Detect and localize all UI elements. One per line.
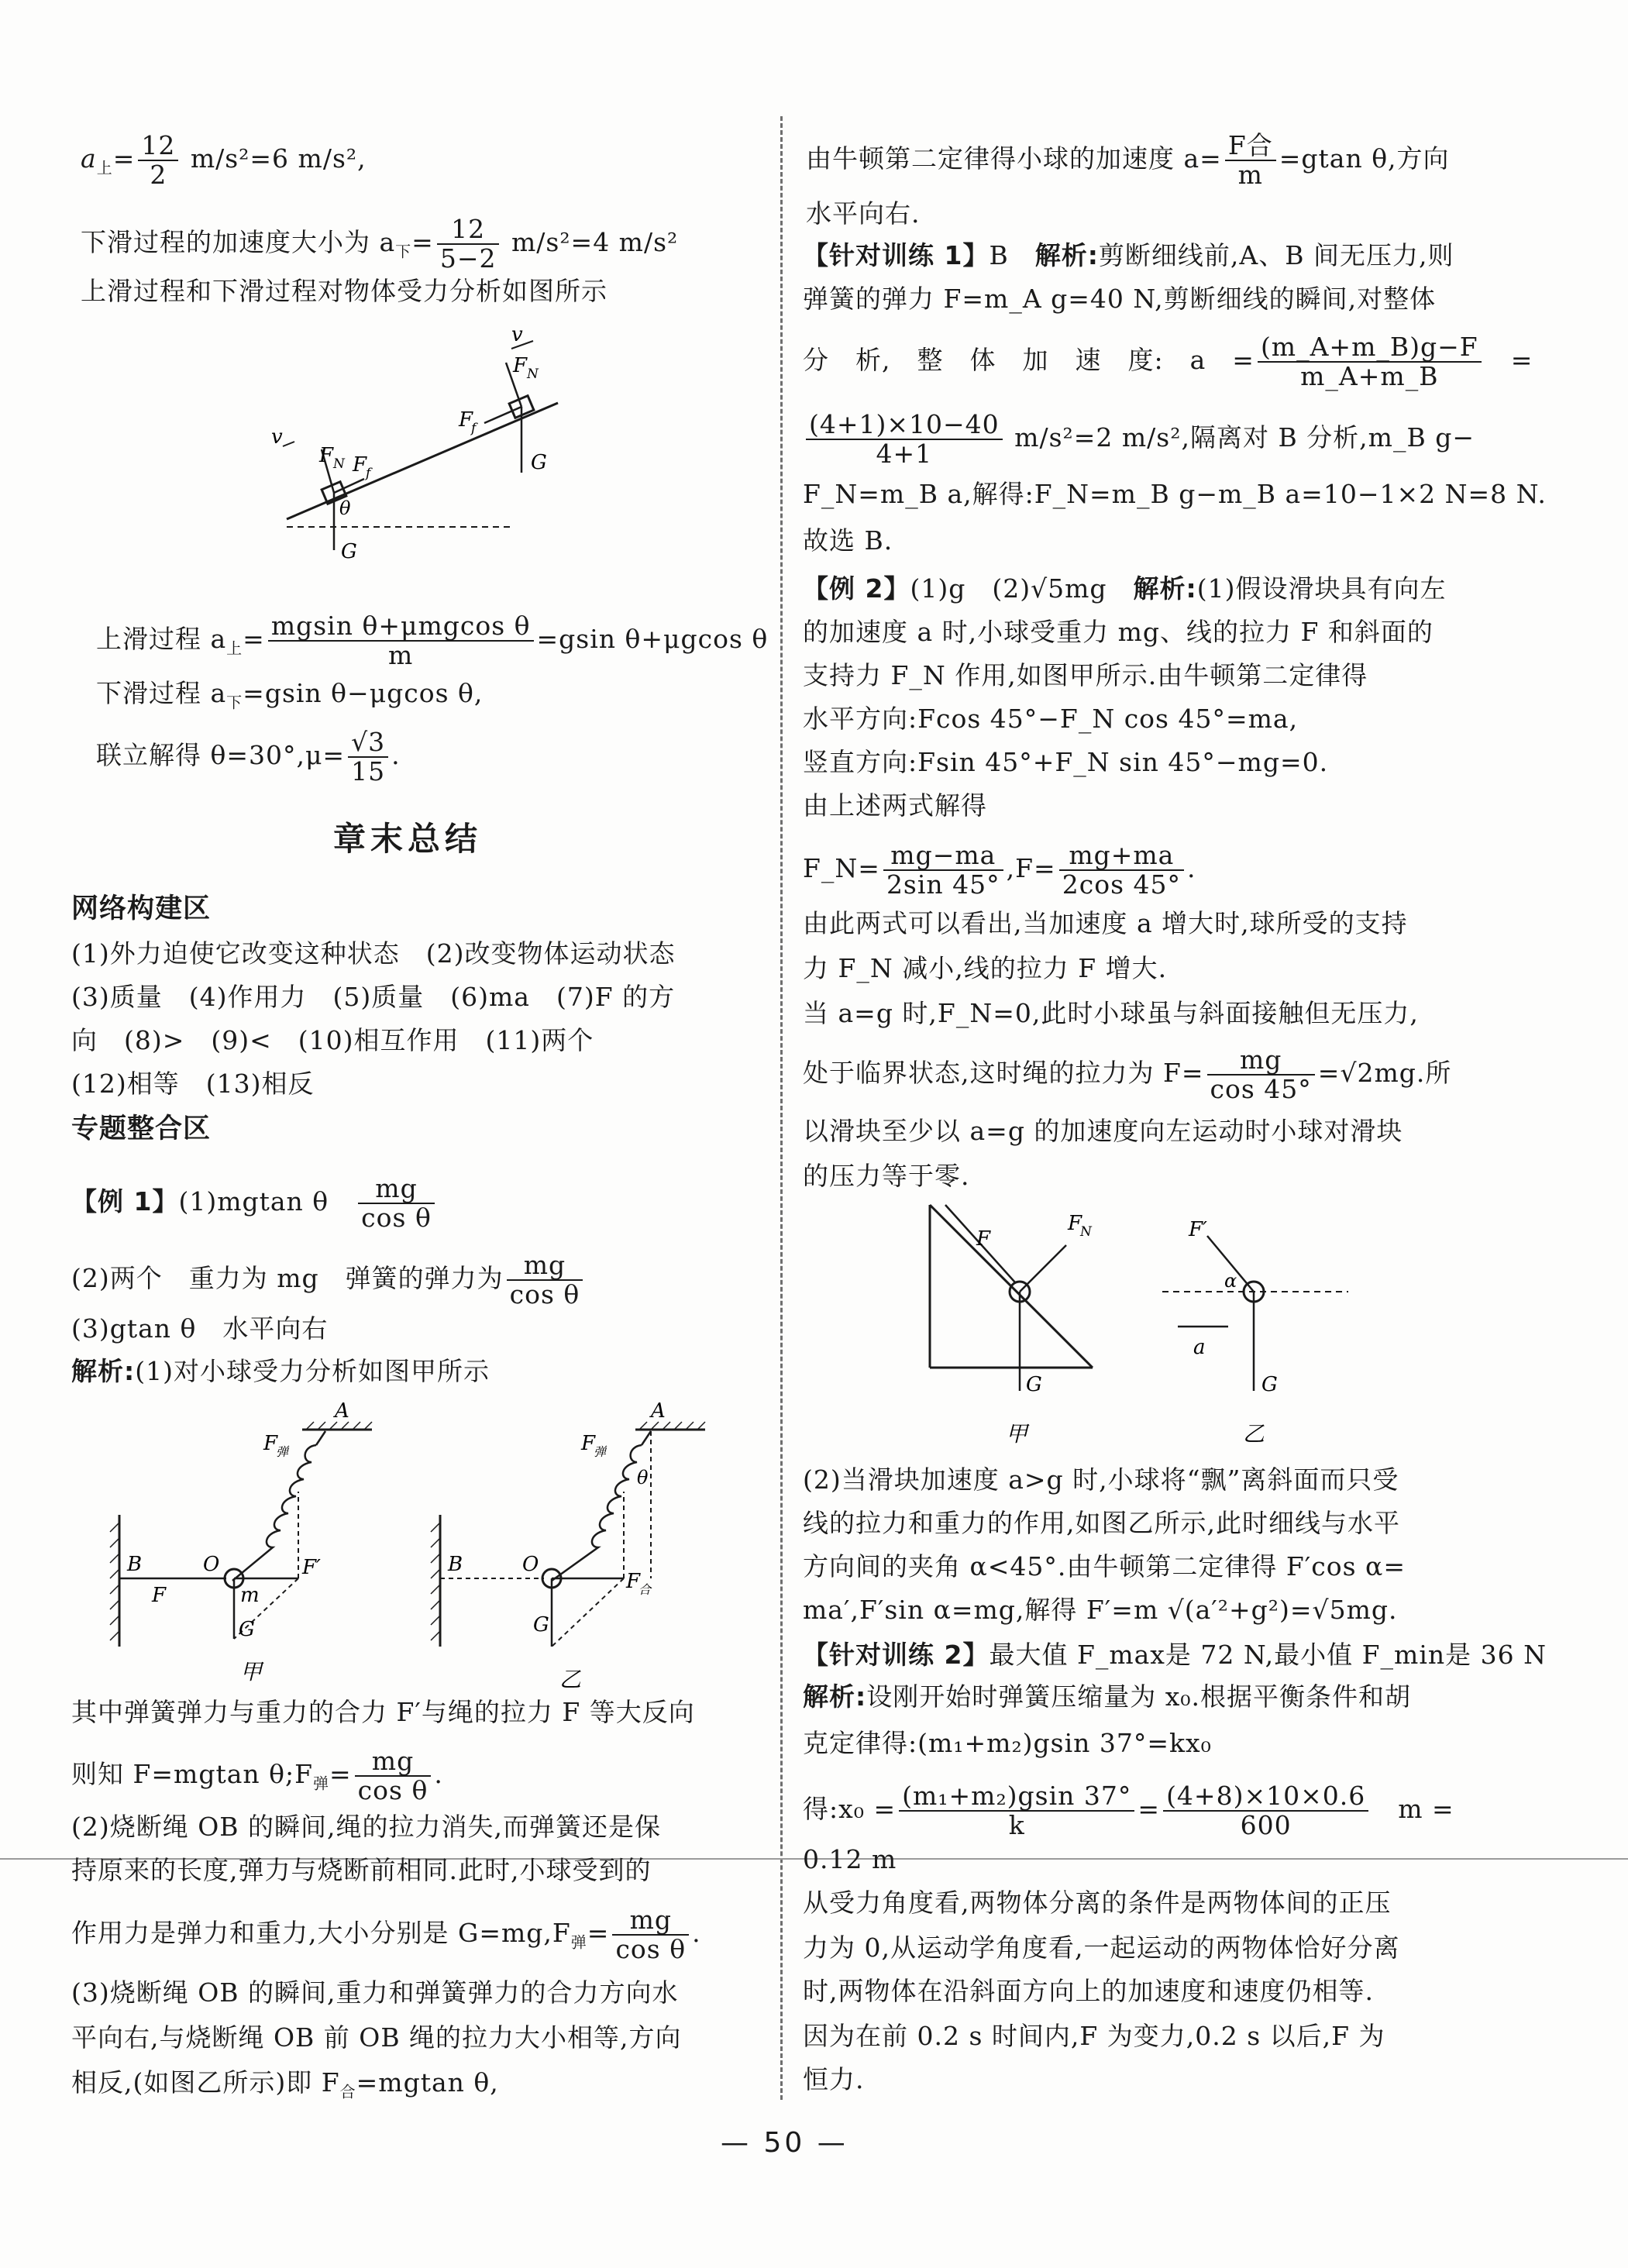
eq-solution: 联立解得 θ=30°,μ= $\frac{√3}{15}$ .: [96, 727, 401, 786]
column-divider: [780, 116, 783, 2100]
top-ff-label: F: [459, 408, 473, 432]
bottom-friction-arrow: [334, 479, 364, 493]
label-A-2: A: [651, 1399, 666, 1423]
example-1-answer-3: (3)gtan θ 水平向右: [71, 1313, 329, 1344]
top-v-label: v: [511, 323, 523, 346]
label-F-jia: F: [976, 1227, 991, 1251]
network-line-4: (12)相等 (13)相反: [71, 1069, 315, 1099]
label-G-2: G: [533, 1613, 549, 1636]
example-1-answer-2: (2)两个 重力为 mg 弹簧的弹力为 $\frac{mg}{\text{cos θ}}$: [71, 1251, 586, 1309]
incline-force-diagram: [271, 323, 589, 566]
right-line-1: 由牛顿第二定律得小球的加速度 a= $\frac{\text{F合}}{m}$ =gtan θ,方向: [806, 130, 1450, 190]
network-line-3: 向 (8)> (9)< (10)相互作用 (11)两个: [71, 1025, 594, 1055]
right-line-7: F_N=m_B a,解得:F_N=m_B g−m_B a=10−1×2 N=8 N.: [803, 479, 1547, 509]
label-Fspring-1-sub: 弹: [276, 1444, 289, 1459]
label-Fprime-yi: F′: [1189, 1218, 1207, 1241]
caption-yi: 乙: [559, 1667, 582, 1692]
eq-a-down-value: 下滑过程的加速度大小为 $a_下=$ $\frac{12}{5-2}$ m/s²=4 m/s²: [81, 214, 679, 274]
right-line-11: 支持力 F_N 作用,如图甲所示.由牛顿第二定律得: [803, 660, 1368, 690]
text-force-analysis: 上滑过程和下滑过程对物体受力分析如图所示: [81, 276, 607, 306]
paragraph-line-5: 作用力是弹力和重力,大小分别是 $G=mg,F_弹=$ $\frac{mg}{\text{cos θ}}$ .: [71, 1905, 701, 1964]
paragraph-line-3: (2)烧断绳 OB 的瞬间,绳的拉力消失,而弹簧还是保: [71, 1812, 662, 1842]
right-line-21: 的压力等于零.: [803, 1161, 970, 1191]
label-O-2: O: [522, 1553, 539, 1576]
right-line-23: 线的拉力和重力的作用,如图乙所示,此时细线与水平: [803, 1508, 1400, 1538]
right-line-31: 从受力角度看,两物体分离的条件是两物体间的正压: [803, 1888, 1392, 1918]
right-line-24: 方向间的夹角 α<45°.由牛顿第二定律得 F′cos α=: [803, 1551, 1406, 1581]
slider-ball-diagrams: [914, 1205, 1364, 1461]
top-fn-sub: N: [527, 367, 539, 382]
label-Fspring-2-sub: 弹: [594, 1444, 607, 1459]
label-A-1: A: [335, 1399, 349, 1423]
example-2-heading: 【例 2】(1)g (2)√5mg 解析:(1)假设滑块具有向左: [803, 573, 1447, 604]
paragraph-line-1: 其中弹簧弹力与重力的合力 F′与绳的拉力 F 等大反向: [71, 1697, 695, 1727]
label-m-1: m: [240, 1584, 260, 1607]
example-1-analysis: 解析:(1)对小球受力分析如图甲所示: [71, 1356, 490, 1386]
label-B-1: B: [127, 1553, 143, 1576]
eq-a-up-value: $a_上=$ $\frac{12}{2}$ m/s²=6 m/s²,: [81, 130, 367, 190]
label-alpha-yi: α: [1224, 1270, 1237, 1292]
network-line-2: (3)质量 (4)作用力 (5)质量 (6)ma (7)F 的方: [71, 982, 676, 1012]
theta-label: θ: [339, 497, 351, 519]
label-F-1: F: [152, 1584, 167, 1607]
label-O-1: O: [203, 1553, 220, 1576]
eq-down-formula: 下滑过程 $a_下=gsin$ θ−μgcos θ,: [96, 678, 484, 712]
paragraph-line-8: 相反,(如图乙所示)即 $F_合=mgtan$ θ,: [71, 2067, 499, 2101]
bottom-g-label: G: [341, 540, 357, 563]
training-1-heading: 【针对训练 1】B 解析:剪断细线前,A、B 间无压力,则: [803, 240, 1454, 270]
label-theta-2: θ: [637, 1467, 649, 1488]
bottom-ff-sub: f: [366, 466, 371, 481]
bottom-fn-sub: N: [333, 456, 345, 472]
caption-yi-2: 乙: [1243, 1421, 1265, 1447]
chapter-title: 章末总结: [333, 820, 483, 858]
section-topics: 专题整合区: [71, 1113, 212, 1144]
right-line-14: 由上述两式解得: [803, 790, 987, 821]
label-B-2: B: [448, 1553, 463, 1576]
section-network: 网络构建区: [71, 893, 212, 924]
right-line-34: 因为在前 0.2 s 时间内,F 为变力,0.2 s 以后,F 为: [803, 2021, 1385, 2051]
right-line-5: 分 析, 整 体 加 速 度: a = $\frac{(m\_A+m\_B)g-F}{m\_A+m\_B}$ =: [803, 332, 1533, 391]
top-ff-sub: f: [471, 421, 477, 436]
training-2-analysis: 解析:设刚开始时弹簧压缩量为 x₀.根据平衡条件和胡: [803, 1681, 1412, 1712]
right-line-2: 水平向右.: [806, 198, 921, 229]
label-G-1: G: [239, 1618, 255, 1641]
label-FN-jia-sub: N: [1080, 1224, 1092, 1240]
top-g-label: G: [531, 451, 547, 474]
right-line-12: 水平方向:Fcos 45°−F_N cos 45°=ma,: [803, 704, 1299, 734]
label-FN-jia: F: [1068, 1212, 1082, 1235]
right-line-4: 弹簧的弹力 F=m_A g=40 N,剪断细线的瞬间,对整体: [803, 284, 1437, 314]
caption-jia: 甲: [240, 1659, 263, 1685]
right-line-17: 力 F_N 减小,线的拉力 F 增大.: [803, 953, 1168, 983]
page-number: — 50 —: [721, 2127, 848, 2159]
right-line-22: (2)当滑块加速度 a>g 时,小球将“飘”离斜面而只受: [803, 1464, 1399, 1495]
caption-jia-2: 甲: [1006, 1421, 1028, 1447]
bottom-fn-label: F: [319, 444, 334, 467]
top-fn-label: F: [513, 354, 528, 377]
right-line-29: 得:x₀ = $\frac{\text{(m₁+m₂)gsin 37°}}{k}$ = $\frac{(4+8)\times 10\times 0.6}{600}$ m =: [803, 1781, 1454, 1840]
right-line-18: 当 a=g 时,F_N=0,此时小球虽与斜面接触但无压力,: [803, 998, 1419, 1028]
right-line-6: $\frac{(4+1)\times 10-40}{4+1}$ m/s²=2 m/s²,隔离对 B 分析,m_B g−: [803, 411, 1475, 468]
bottom-velocity-arrow: [283, 442, 294, 446]
label-Fspring-1: F: [263, 1432, 278, 1455]
right-line-10: 的加速度 a 时,小球受重力 mg、线的拉力 F 和斜面的: [803, 617, 1434, 647]
label-a-yi: a: [1193, 1336, 1206, 1359]
right-line-35: 恒力.: [803, 2064, 865, 2094]
network-line-1: (1)外力迫使它改变这种状态 (2)改变物体运动状态: [71, 938, 676, 969]
bottom-ff-label: F: [353, 453, 367, 477]
training-2-heading: 【针对训练 2】最大值 F_max是 72 N,最小值 F_min是 36 N: [803, 1640, 1547, 1670]
bottom-v-label: v: [271, 425, 283, 449]
right-line-28: 克定律得:(m₁+m₂)gsin 37°=kx₀: [803, 1728, 1212, 1758]
right-line-15: F_N= $\frac{mg-ma}{2\sin 45^\circ}$ ,F= $\frac{mg+ma}{2\cos 45^\circ}$ .: [803, 840, 1196, 900]
right-line-30: 0.12 m: [803, 1844, 897, 1874]
dashed-2b: [552, 1578, 624, 1647]
paragraph-line-2: 则知 F=mgtan $\theta;F_弹=$ $\frac{mg}{\text{cos θ}}$ .: [71, 1746, 443, 1805]
label-Fprime-1: F′: [302, 1556, 321, 1579]
example-1-answer-1: 【例 1】(1)mgtan θ $\frac{mg}{\text{cos θ}}$: [71, 1175, 438, 1232]
right-line-13: 竖直方向:Fsin 45°+F_N sin 45°−mg=0.: [803, 747, 1329, 777]
label-Fspring-2: F: [581, 1432, 596, 1455]
force-FN-jia: [1020, 1245, 1066, 1292]
paragraph-line-7: 平向右,与烧断绳 OB 前 OB 绳的拉力大小相等,方向: [71, 2022, 682, 2053]
label-Fhe-sub: 合: [638, 1582, 652, 1597]
label-G-jia: G: [1026, 1373, 1042, 1396]
right-line-20: 以滑块至少以 a=g 的加速度向左运动时小球对滑块: [803, 1116, 1403, 1146]
right-line-32: 力为 0,从运动学角度看,一起运动的两物体恰好分离: [803, 1932, 1400, 1963]
right-line-19: 处于临界状态,这时绳的拉力为 F= $\frac{mg}{\cos 45^\circ}$ =√2mg.所: [803, 1045, 1452, 1104]
right-line-33: 时,两物体在沿斜面方向上的加速度和速度仍相等.: [803, 1976, 1374, 2006]
right-line-16: 由此两式可以看出,当加速度 a 增大时,球所受的支持: [803, 908, 1408, 938]
label-Fhe: F: [626, 1570, 641, 1593]
paragraph-line-4: 持原来的长度,弹力与烧断前相同.此时,小球受到的: [71, 1855, 652, 1885]
spring-force-diagrams: [108, 1399, 713, 1693]
label-G-yi: G: [1261, 1373, 1278, 1396]
right-line-25: ma′,F′sin α=mg,解得 F′=m √(a′²+g²)=√5mg.: [803, 1595, 1398, 1625]
paragraph-line-6: (3)烧断绳 OB 的瞬间,重力和弹簧弹力的合力方向水: [71, 1977, 679, 2008]
right-line-8: 故选 B.: [803, 525, 893, 556]
eq-up-formula: 上滑过程 $a_上=$ $\frac{\text{mgsin θ+μmgcos θ}}{m}$ =gsin θ+μgcos θ: [96, 611, 769, 670]
